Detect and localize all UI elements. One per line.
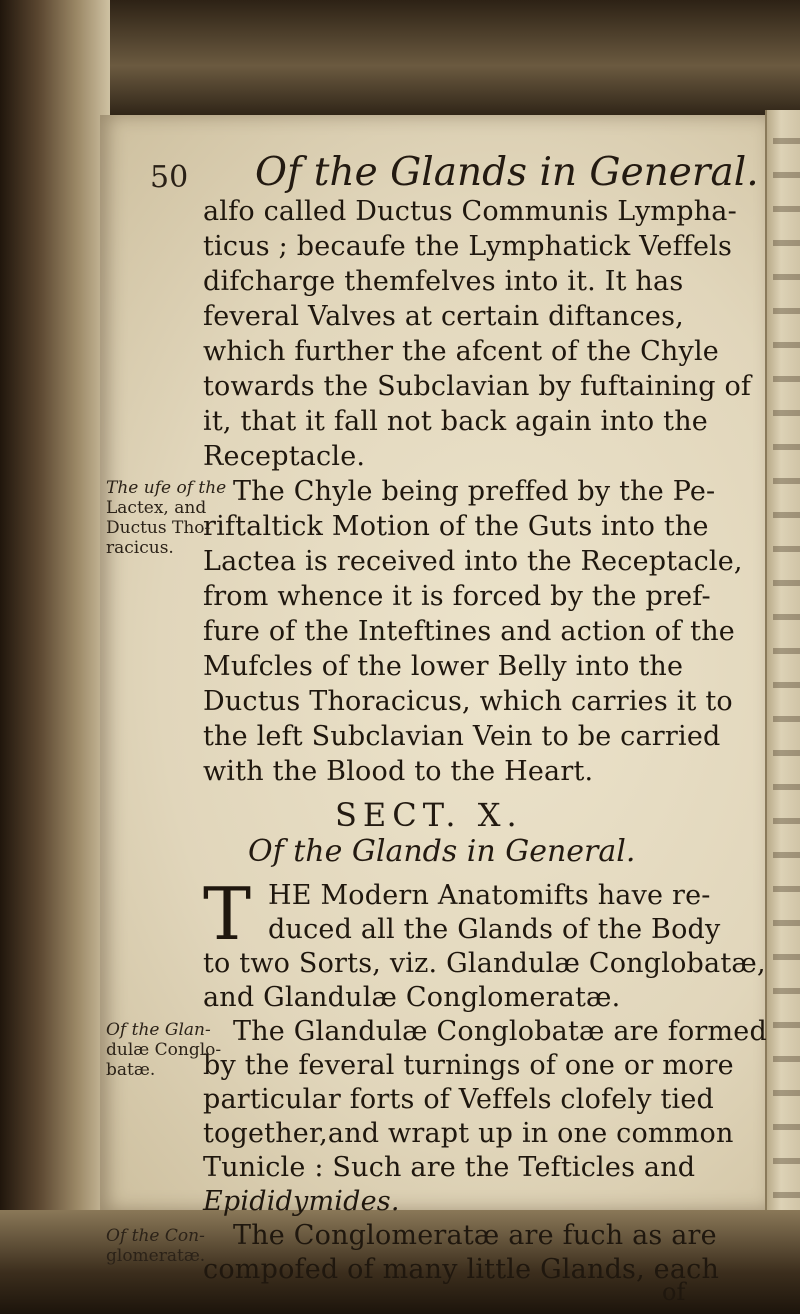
adjacent-page-text-fragments [773, 110, 800, 1220]
text-line: it, that it fall not back again into the [203, 406, 708, 437]
margin-note-line: Ductus Tho- [106, 518, 211, 538]
text-line: Epididymides. [203, 1186, 400, 1217]
text-line: particular forts of Veffels clofely tied [203, 1084, 715, 1115]
text-line: the left Subclavian Vein to be carried [203, 721, 721, 752]
section-heading: SECT. X. [335, 796, 523, 834]
text-line: duced all the Glands of the Body [268, 914, 721, 945]
drop-cap: T [203, 872, 252, 956]
text-line: which further the afcent of the Chyle [203, 336, 719, 367]
margin-note-line: racicus. [106, 538, 174, 558]
text-line: ticus ; becaufe the Lymphatick Veffels [203, 231, 733, 262]
section-subheading: Of the Glands in General. [248, 834, 636, 869]
text-line: difcharge themfelves into it. It has [203, 266, 684, 297]
text-line: Tunicle : Such are the Tefticles and [203, 1152, 696, 1183]
page-number: 50 [150, 160, 189, 195]
book-spine-edge [0, 0, 110, 1314]
text-line: by the feveral turnings of one or more [203, 1050, 734, 1081]
text-line: compofed of many little Glands, each [203, 1254, 720, 1285]
margin-note-line: Of the Con- [106, 1226, 205, 1246]
text-line: with the Blood to the Heart. [203, 756, 594, 787]
margin-note-line: batæ. [106, 1060, 156, 1080]
margin-note-line: glomeratæ. [106, 1246, 206, 1266]
running-head-title: Of the Glands in General. [255, 150, 759, 195]
book-edge-top [0, 0, 800, 120]
margin-note-line: Of the Glan- [106, 1020, 211, 1040]
text-line: HE Modern Anatomifts have re- [268, 880, 711, 911]
text-line: towards the Subclavian by fuftaining of [203, 371, 752, 402]
text-line: Mufcles of the lower Belly into the [203, 651, 684, 682]
text-line: together,and wrapt up in one common [203, 1118, 734, 1149]
margin-note-line: Lactex, and [106, 498, 207, 518]
running-head [150, 150, 759, 196]
text-line: riftaltick Motion of the Guts into the [203, 511, 709, 542]
text-line: and Glandulæ Conglomeratæ. [203, 982, 621, 1013]
catchword: of [662, 1278, 686, 1306]
text-line: Receptacle. [203, 441, 366, 472]
text-line: fure of the Inteftines and action of the [203, 616, 735, 647]
margin-note-line: dulæ Conglo- [106, 1040, 222, 1060]
text-line: from whence it is forced by the pref- [203, 581, 711, 612]
text-line: The Glandulæ Conglobatæ are formed [233, 1016, 767, 1047]
text-line: Ductus Thoracicus, which carries it to [203, 686, 733, 717]
text-line: to two Sorts, viz. Glandulæ Conglobatæ, [203, 948, 766, 979]
text-line: alfo called Ductus Communis Lympha- [203, 196, 737, 227]
text-line: Lactea is received into the Receptacle, [203, 546, 743, 577]
text-line: The Chyle being preffed by the Pe- [233, 476, 716, 507]
text-line: The Conglomeratæ are fuch as are [233, 1220, 717, 1251]
adjacent-page-edge [765, 110, 800, 1220]
text-line: feveral Valves at certain diftances, [203, 301, 684, 332]
margin-note-line: The ufe of the [106, 478, 227, 498]
